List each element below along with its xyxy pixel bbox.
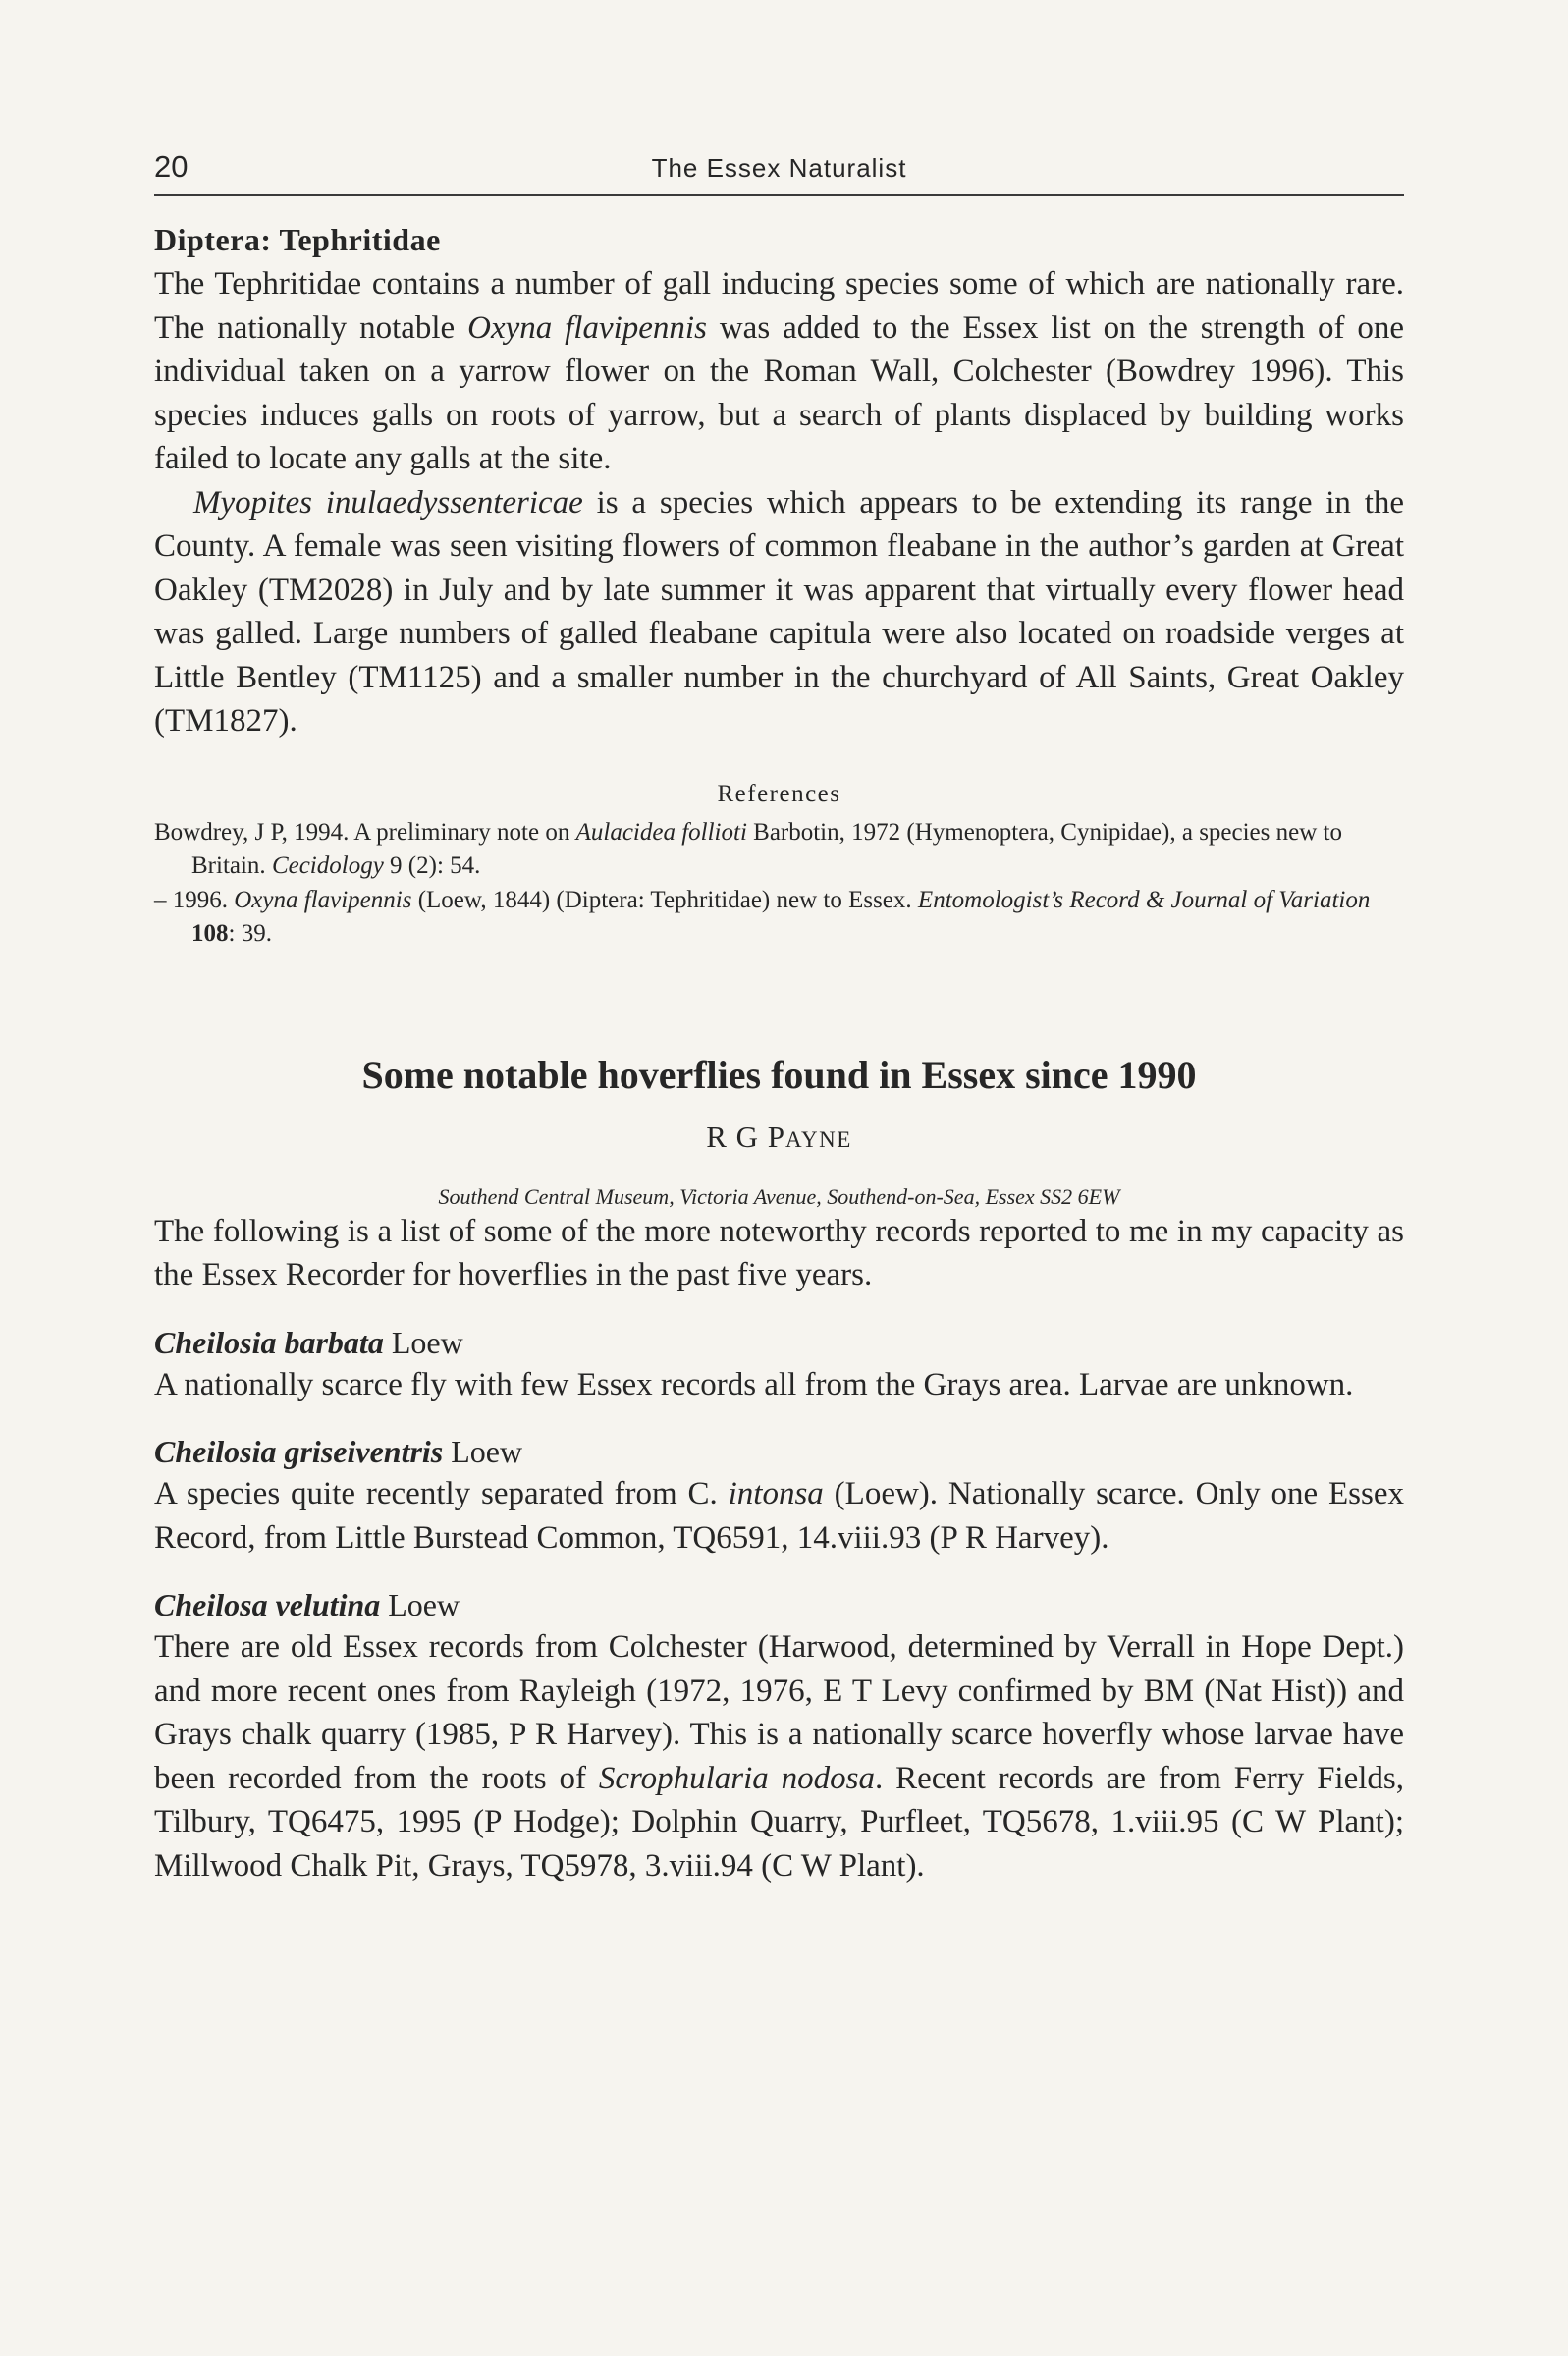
species-name: Cheilosa velutina [154,1587,381,1622]
species-heading [154,1587,1404,1623]
section-heading: Diptera: Tephritidae [154,222,441,257]
species-name: Cheilosia barbata [154,1324,384,1360]
paragraph [154,481,1404,743]
species-heading [154,1325,1404,1361]
author-surname: AYNE [785,1126,852,1152]
page-number: 20 [154,149,189,184]
reference-item [154,816,1404,884]
species-name: Myopites inulaedyssentericae [193,484,583,521]
author-affiliation: Southend Central Museum, Victoria Avenue, Southend-on-Sea, Essex SS2 6EW [438,1183,1120,1209]
text-run: 9 (2): 54. [383,852,481,879]
species-name: intonsa [728,1476,824,1511]
species-name: Scrophularia nodosa [598,1760,875,1796]
text-run: : 39. [228,920,272,947]
journal-title: The Essex Naturalist [651,153,907,183]
species-account: A nationally scarce fly with few Essex records all from the Grays area. Larvae are unknown. [154,1366,1354,1402]
references-heading: References [717,780,841,807]
text-run: There are old Essex records from Colchester (Harwood, determined by Verrall in Hope Dept.) and more recent ones from Rayleigh (1972, 1976, E T Levy confirmed by BM (Nat Hist)) and Grays chalk quarry (1985, P R Harvey). This is a nationally scarce hoverfly whose larvae have been recorded from the roots of [154,1629,1404,1796]
intro-paragraph: The following is a list of some of the more noteworthy records reported to me in my capacity as the Essex Recorder for hoverflies in the past five years. [154,1213,1404,1292]
text-run: . Recent records are from Ferry Fields, Tilbury, TQ6475, 1995 (P Hodge); Dolphin Quarry, Purfleet, TQ5678, 1.viii.95 (C W Plant); Millwood Chalk Pit, Grays, TQ5978, 3.viii.94 (C W Plant). [154,1760,1404,1884]
text-run: The Tephritidae contains a number of gall inducing species some of which are nationally rare. The nationally notable [154,266,1404,346]
journal-name: Entomologist’s Record & Journal of Variation [917,886,1371,913]
text-run: (Loew). Nationally scarce. Only one Essex Record, from Little Burstead Common, TQ6591, 14.viii.93 (P R Harvey). [154,1476,1404,1556]
species-heading [154,1434,1404,1470]
text-run: – 1996. [154,886,235,913]
species-account [154,1625,1404,1888]
paragraph [154,262,1404,481]
article-author [154,1120,1404,1155]
text-run: was added to the Essex list on the strength of one individual taken on a yarrow flower on the Roman Wall, Colchester (Bowdrey 1996). This species induces galls on roots of yarrow, but a search of plants displaced by building works failed to locate any galls at the site. [154,309,1405,476]
journal-name: Cecidology [271,852,384,879]
species-name: Oxyna flavipennis [467,309,707,346]
species-name: Aulacidea follioti [575,818,747,846]
page [154,147,1404,1888]
text-run: is a species which appears to be extending its range in the County. A female was seen visiting flowers of common fleabane in the author’s garden at Great Oakley (TM2028) in July and by late summer it was apparent that virtually every flower head was galled. Large numbers of galled fleabane capitula were also located on roadside verges at Little Bentley (TM1125) and a smaller number in the churchyard of All Saints, Great Oakley (TM1827). [154,484,1405,739]
species-account [154,1472,1404,1560]
running-head [154,147,1404,196]
volume-number: 108 [191,920,229,947]
species-authority: Loew [383,1324,463,1360]
text-run: (Loew, 1844) (Diptera: Tephritidae) new to Essex. [411,886,918,913]
text-run: A species quite recently separated from C. [154,1476,729,1511]
text-run: Barbotin, 1972 (Hymenoptera, Cynipidae), a species new to Britain. [191,818,1342,879]
species-authority: Loew [443,1434,523,1469]
article-title: Some notable hoverflies found in Essex since 1990 [361,1052,1197,1097]
text-run: Bowdrey, J P, 1994. A preliminary note on [154,818,576,846]
species-name: Oxyna flavipennis [234,886,412,913]
reference-item [154,884,1404,952]
author-initials: R G P [706,1119,786,1154]
species-authority: Loew [380,1587,460,1622]
species-name: Cheilosia griseiventris [154,1434,444,1469]
